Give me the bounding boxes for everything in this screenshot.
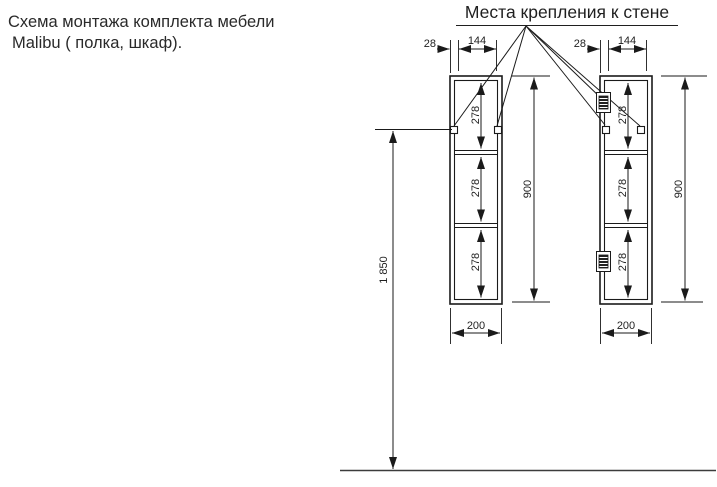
dim-label-144: 144 [467, 35, 487, 47]
dim-label-278: 278 [617, 252, 629, 272]
mount-point-icon [451, 127, 458, 134]
dim-compartments-right [617, 83, 629, 298]
dim-height-left [512, 76, 550, 302]
right-cabinet-shelf-2 [605, 224, 648, 228]
dim-label-900: 900 [522, 179, 534, 199]
mount-point-icon [603, 127, 610, 134]
mount-point-icon [495, 127, 502, 134]
dim-top-left-cabinet [424, 35, 497, 73]
hinge-top-pad-icon [599, 96, 608, 109]
dim-label-200: 200 [616, 320, 636, 332]
dim-label-28: 28 [573, 38, 586, 50]
left-cabinet-shelf-2 [455, 224, 498, 228]
dim-mount-height [375, 130, 452, 470]
dim-label-278: 278 [617, 105, 629, 125]
leader-line-right-cabinet-hinge [526, 26, 602, 99]
title-line-1: Схема монтажа комплекта мебели [8, 13, 275, 31]
dim-label-900: 900 [673, 179, 685, 199]
left-cabinet-shelf-1 [455, 151, 498, 155]
dim-label-144: 144 [617, 35, 637, 47]
right-cabinet-shelf-1 [605, 151, 648, 155]
dim-width-right [601, 308, 652, 344]
dim-compartments-left [470, 83, 482, 298]
dim-label-278: 278 [470, 105, 482, 125]
dim-width-left [451, 308, 502, 344]
leader-line-right-cabinet-left [526, 26, 605, 125]
dim-height-right [661, 76, 707, 302]
dim-label-278: 278 [617, 178, 629, 198]
dim-label-28: 28 [423, 38, 436, 50]
dim-label-200: 200 [466, 320, 486, 332]
dim-label-278: 278 [470, 178, 482, 198]
dim-top-right-cabinet [574, 35, 647, 73]
dim-label-1850: 1 850 [378, 256, 390, 284]
hinge-bottom-pad-icon [599, 255, 608, 268]
dim-label-278: 278 [470, 252, 482, 272]
wall-mount-annotation: Места крепления к стене [456, 2, 678, 26]
title-line-2: Malibu ( полка, шкаф). [12, 34, 183, 52]
mount-point-icon [638, 127, 645, 134]
